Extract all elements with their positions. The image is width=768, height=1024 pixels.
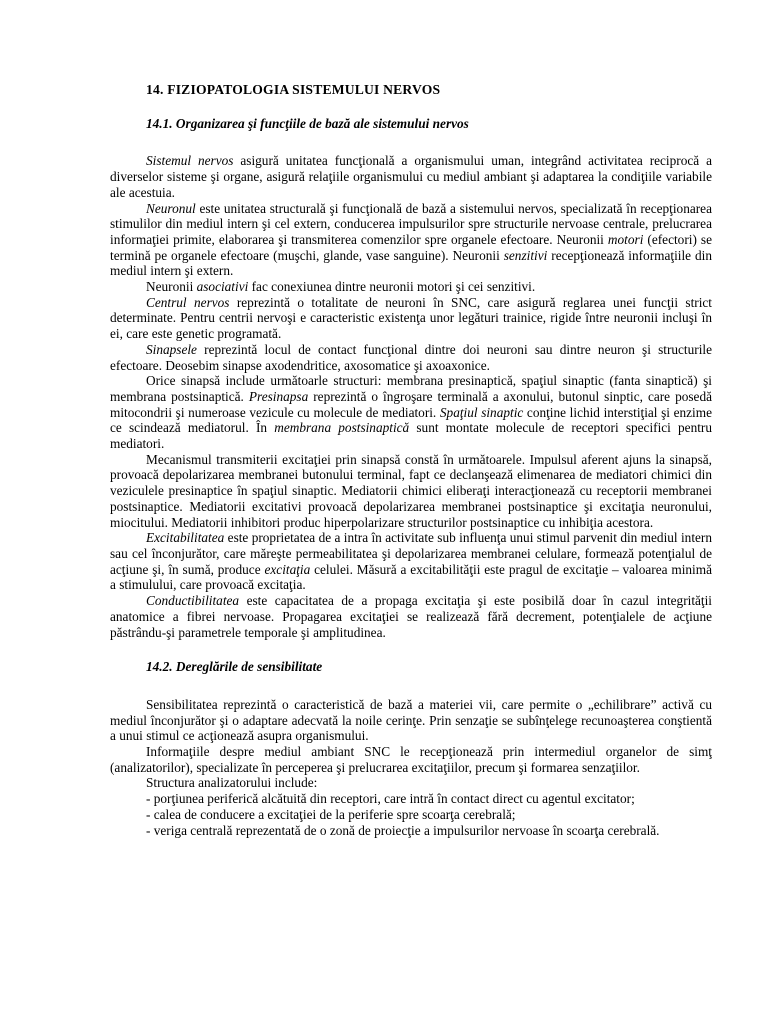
term-neuronul: Neuronul bbox=[146, 200, 196, 216]
term-senzitivi: senzitivi bbox=[503, 247, 548, 263]
paragraph-text: Neuronii bbox=[146, 279, 197, 295]
term-sistemul-nervos: Sistemul nervos bbox=[146, 153, 234, 169]
term-spatiul-sinaptic: Spaţiul sinaptic bbox=[439, 404, 524, 420]
list-item: - porţiunea periferică alcătuită din receptori, care intră în contact direct cu agentul excitator; bbox=[146, 791, 635, 807]
paragraph-text: reprezintă o totalitate de neuroni în SNC, care asigură reglarea unei funcţii strict determinate. Pentru centrii nervoşi e caracteristic existenţa unor legături trainice, rigide între neuronii incluşi în ei, care este genetic programată. bbox=[110, 294, 712, 342]
term-excitabilitatea: Excitabilitatea bbox=[146, 530, 225, 546]
list-item: - veriga centrală reprezentată de o zonă de proiecţie a impulsurilor nervoase în scoarţa cerebrală. bbox=[146, 822, 660, 838]
term-excitatia: excitaţia bbox=[264, 561, 311, 577]
paragraph-text: este proprietatea de a intra în activitate sub influenţa unui stimul parvenit din mediul intern sau cel înconjurător, care măreşte permeabilitatea şi depolarizarea membranei celulare, formează potenţialul de acţiune şi, în sumă, produce bbox=[110, 530, 712, 577]
section-heading-14-2: 14.2. Dereglările de sensibilitate bbox=[146, 659, 323, 675]
paragraph-neuronul bbox=[110, 201, 712, 280]
paragraph-text: fac conexiunea dintre neuronii motori şi cei senzitivi. bbox=[248, 279, 536, 295]
paragraph-informatiile: Informaţiile despre mediul ambiant SNC le recepţionează prin intermediul organelor de simţ (analizatorilor), specializate în perceperea şi prelucrarea excitaţiilor, precum şi formarea senzaţiilor. bbox=[110, 744, 712, 775]
paragraph-text: recepţionează informaţiile din mediul intern şi extern. bbox=[110, 247, 712, 279]
paragraph-text: asigură unitatea funcţională a organismului uman, integrând activitatea reciprocă a diverselor sisteme şi organe, asigură relaţiile organismului cu mediul ambiant şi adaptarea la condiţiile variabile ale acestuia. bbox=[110, 153, 712, 200]
term-membrana-postsinaptica: membrana postsinaptică bbox=[274, 420, 410, 436]
paragraph-sinapsele bbox=[110, 342, 712, 373]
paragraph-text: celulei. Măsură a excitabilităţii este pragul de excitaţie – valoarea minimă a stimulului, care provoacă excitaţia. bbox=[110, 561, 713, 593]
paragraph-text: conţine lichid interstiţial şi enzime ce scindează mediatorul. În bbox=[110, 404, 712, 436]
paragraph-text: Mecanismul transmiterii excitaţiei prin sinapsă constă în următoarele. Impulsul aferent ajuns la sinapsă, provoacă depolarizarea membranei butonului terminal, fapt ce declanşează elimenarea de mediatori chimici din veziculele presinaptice în spaţiul sinaptic. Mediatorii chimici eliberaţi interacţionează cu receptorii membranei postsinaptice. Mediatorii excitativi provoacă depolarizarea membranei postsinaptice şi excitaţia neuronului, miocitului. Mediatorii inhibitori produc hiperpolarizare structurilor postsinaptice cu inhibiţia acestora. bbox=[110, 451, 712, 530]
paragraph-text: (efectori) se termină pe organele efectoare (muşchi, glande, vase sanguine). Neuronii bbox=[110, 231, 712, 263]
term-centrul-nervos: Centrul nervos bbox=[146, 294, 230, 310]
chapter-title: 14. FIZIOPATOLOGIA SISTEMULUI NERVOS bbox=[146, 82, 441, 97]
paragraph-text: Orice sinapsă include următoarle structuri: membrana presinaptică, spaţiul sinaptic (fanta sinaptică) şi membrana postsinaptică. bbox=[110, 373, 712, 404]
paragraph-structura-sinapsei bbox=[110, 373, 712, 452]
paragraph-text: reprezintă o îngroşare terminală a axonului, butonul sinptic, care posedă mitocondrii şi numeroase vezicule cu molecule de mediatori. bbox=[110, 388, 713, 420]
term-asociativi: asociativi bbox=[196, 279, 249, 295]
paragraph-centrul-nervos bbox=[110, 295, 712, 342]
paragraph-mecanismul-transmiterii bbox=[110, 452, 712, 531]
section-heading-14-1: 14.1. Organizarea şi funcţiile de bază ale sistemului nervos bbox=[146, 115, 469, 131]
paragraph-text: este unitatea structurală şi funcţională de bază a sistemului nervos, specializată în recepţionarea stimulilor din mediul intern şi cel extern, conducerea impulsurilor spre structurile nervoase centrale, prelucrarea informaţiei primite, elaborarea şi transmiterea comenzilor spre organele efectoare. Neuronii bbox=[110, 200, 712, 247]
paragraph-conductibilitatea bbox=[110, 593, 712, 640]
paragraph-sistemul-nervos bbox=[110, 153, 712, 200]
term-motori: motori bbox=[607, 231, 644, 247]
paragraph-text: sunt montate molecule de receptori specifici pentru mediatori. bbox=[110, 420, 713, 452]
paragraph-sensibilitatea: Sensibilitatea reprezintă o caracteristică de bază a materiei vii, care permite o „echilibrare” activă cu mediul înconjurător şi o adaptare adecvată la noile cerinţe. Prin senzaţie se subînţelege recunoaşterea conştientă a unui stimul ce acţionează asupra organismului. bbox=[110, 696, 712, 744]
paragraph-text: reprezintă locul de contact funcţional dintre doi neuroni sau dintre neuron şi structurile efectoare. Deosebim sinapse axodendritice, axosomatice şi axoaxonice. bbox=[110, 341, 712, 373]
list-item: - calea de conducere a excitaţiei de la periferie spre scoarţa cerebrală; bbox=[146, 806, 516, 822]
term-conductibilitatea: Conductibilitatea bbox=[146, 593, 240, 609]
paragraph-neuronii-asociativi bbox=[110, 279, 712, 295]
paragraph-excitabilitatea bbox=[110, 530, 712, 593]
paragraph-structura-analizatorului: Structura analizatorului include: bbox=[146, 775, 318, 791]
paragraph-text: este capacitatea de a propaga excitaţia şi este posibilă doar în cazul integrităţii anatomice a fibrei nervoase. Propagarea excitaţiei se realizează fără decrement, potenţialele de acţiune păstrându-şi parametrele temporale şi amplitudinea. bbox=[110, 593, 712, 640]
term-presinapsa: Presinapsa bbox=[248, 388, 309, 404]
term-sinapsele: Sinapsele bbox=[146, 341, 197, 357]
